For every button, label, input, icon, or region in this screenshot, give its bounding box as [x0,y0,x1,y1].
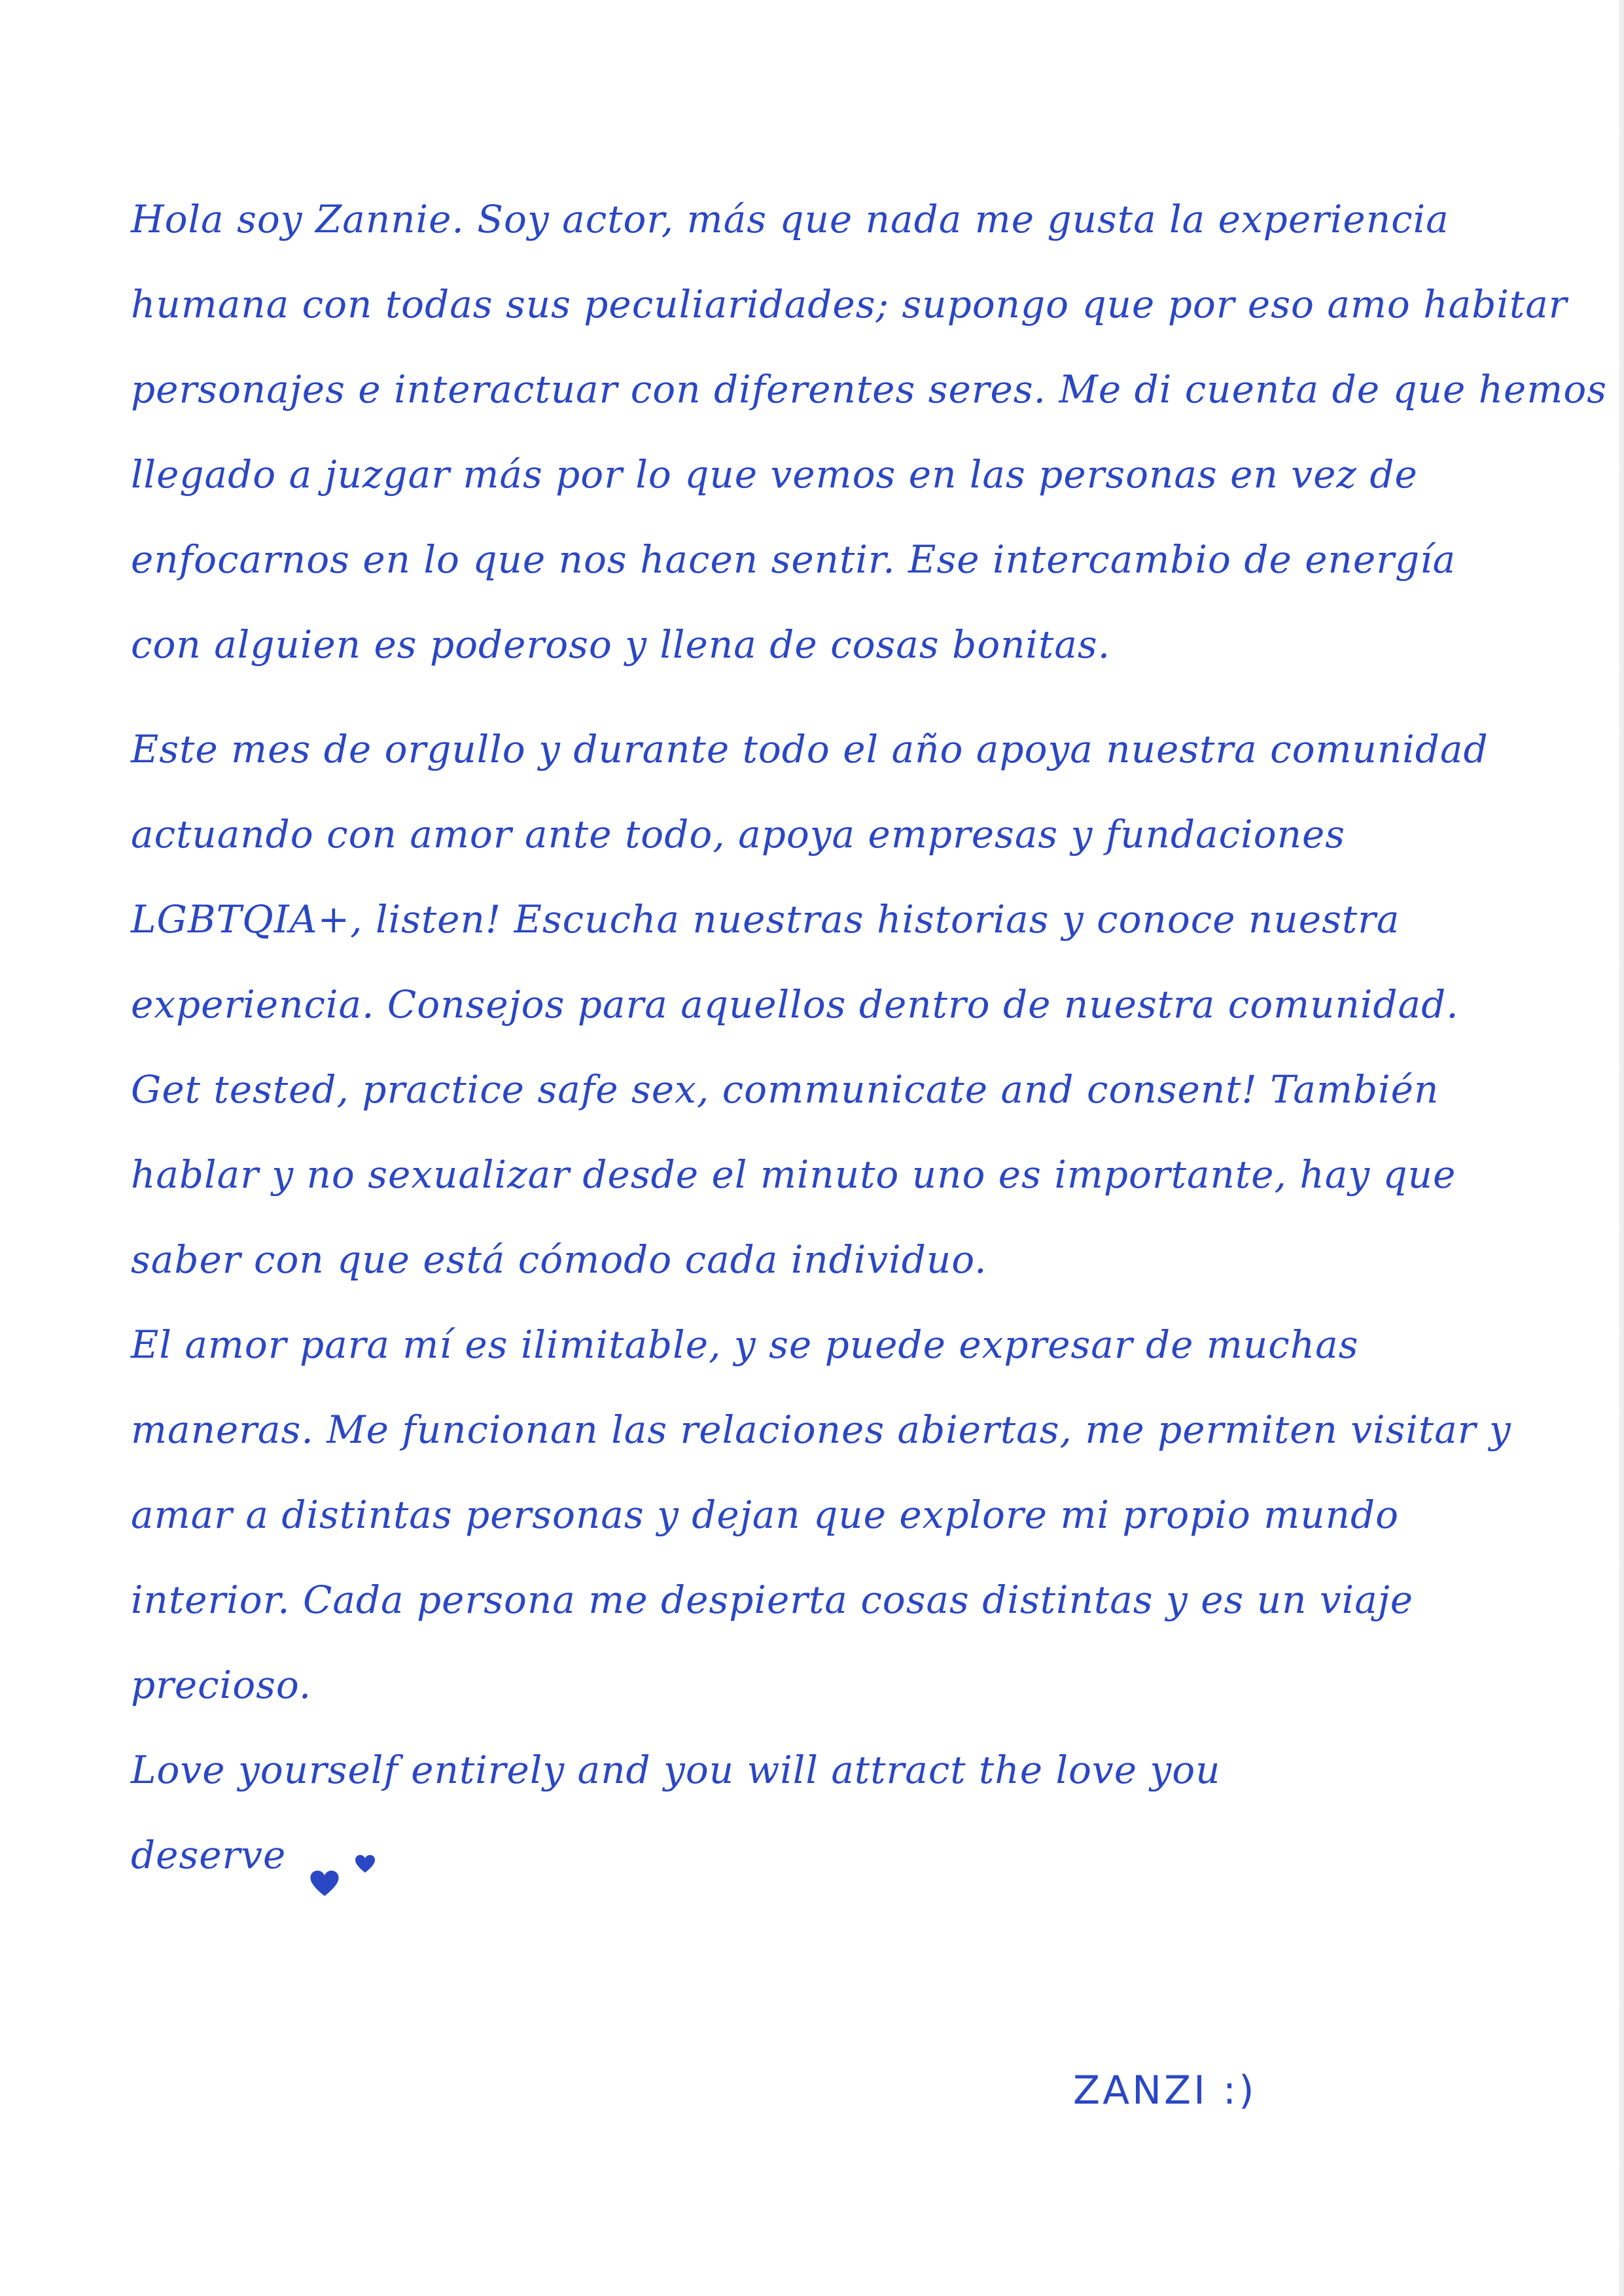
letter-line: maneras. Me funcionan las relaciones abiertas, me permiten visitar y [131,1407,1511,1452]
paragraph-pride [131,707,1538,1302]
letter-line-last [131,1812,1538,1898]
paragraph-intro [131,177,1608,687]
letter-line: El amor para mí es ilimitable, y se puede expresar de muchas [131,1322,1359,1367]
heart-icon [309,1843,340,1873]
letter-line: enfocarnos en lo que nos hacen sentir. Ese intercambio de energía [131,537,1456,582]
paragraph-love [131,1302,1538,1727]
letter-line: Este mes de orgullo y durante todo el año apoya nuestra comunidad [131,727,1489,771]
letter-line: experiencia. Consejos para aquellos dentro de nuestra comunidad. [131,982,1459,1027]
letter-line: personajes e interactuar con diferentes seres. Me di cuenta de que hemos [131,367,1608,412]
paragraph-closing [131,1727,1538,1898]
letter-line: hablar y no sexualizar desde el minuto uno es importante, hay que [131,1152,1456,1197]
letter-line: actuando con amor ante todo, apoya empresas y fundaciones [131,812,1346,857]
handwritten-letter [131,177,1608,1898]
letter-line: Get tested, practice safe sex, communicate and consent! También [131,1067,1439,1112]
letter-line: amar a distintas personas y dejan que explore mi propio mundo [131,1492,1399,1537]
letter-line: Hola soy Zannie. Soy actor, más que nada me gusta la experiencia [131,197,1449,241]
letter-line: con alguien es poderoso y llena de cosas bonitas. [131,622,1111,667]
small-heart-icon [355,1819,376,1840]
page-edge [1619,0,1624,2296]
letter-line: Love yourself entirely and you will attract the love you [131,1748,1221,1792]
closing-word: deserve [131,1833,287,1877]
signature: ZANZI :) [1073,2068,1257,2113]
letter-line: precioso. [131,1663,312,1707]
letter-line: saber con que está cómodo cada individuo. [131,1237,987,1282]
letter-line: interior. Cada persona me despierta cosas distintas y es un viaje [131,1578,1414,1622]
letter-line: llegado a juzgar más por lo que vemos en las personas en vez de [131,452,1418,497]
paragraph-gap [131,687,1538,707]
letter-line: humana con todas sus peculiaridades; supongo que por eso amo habitar [131,282,1568,327]
letter-line: LGBTQIA+, listen! Escucha nuestras historias y conoce nuestra [131,897,1400,942]
